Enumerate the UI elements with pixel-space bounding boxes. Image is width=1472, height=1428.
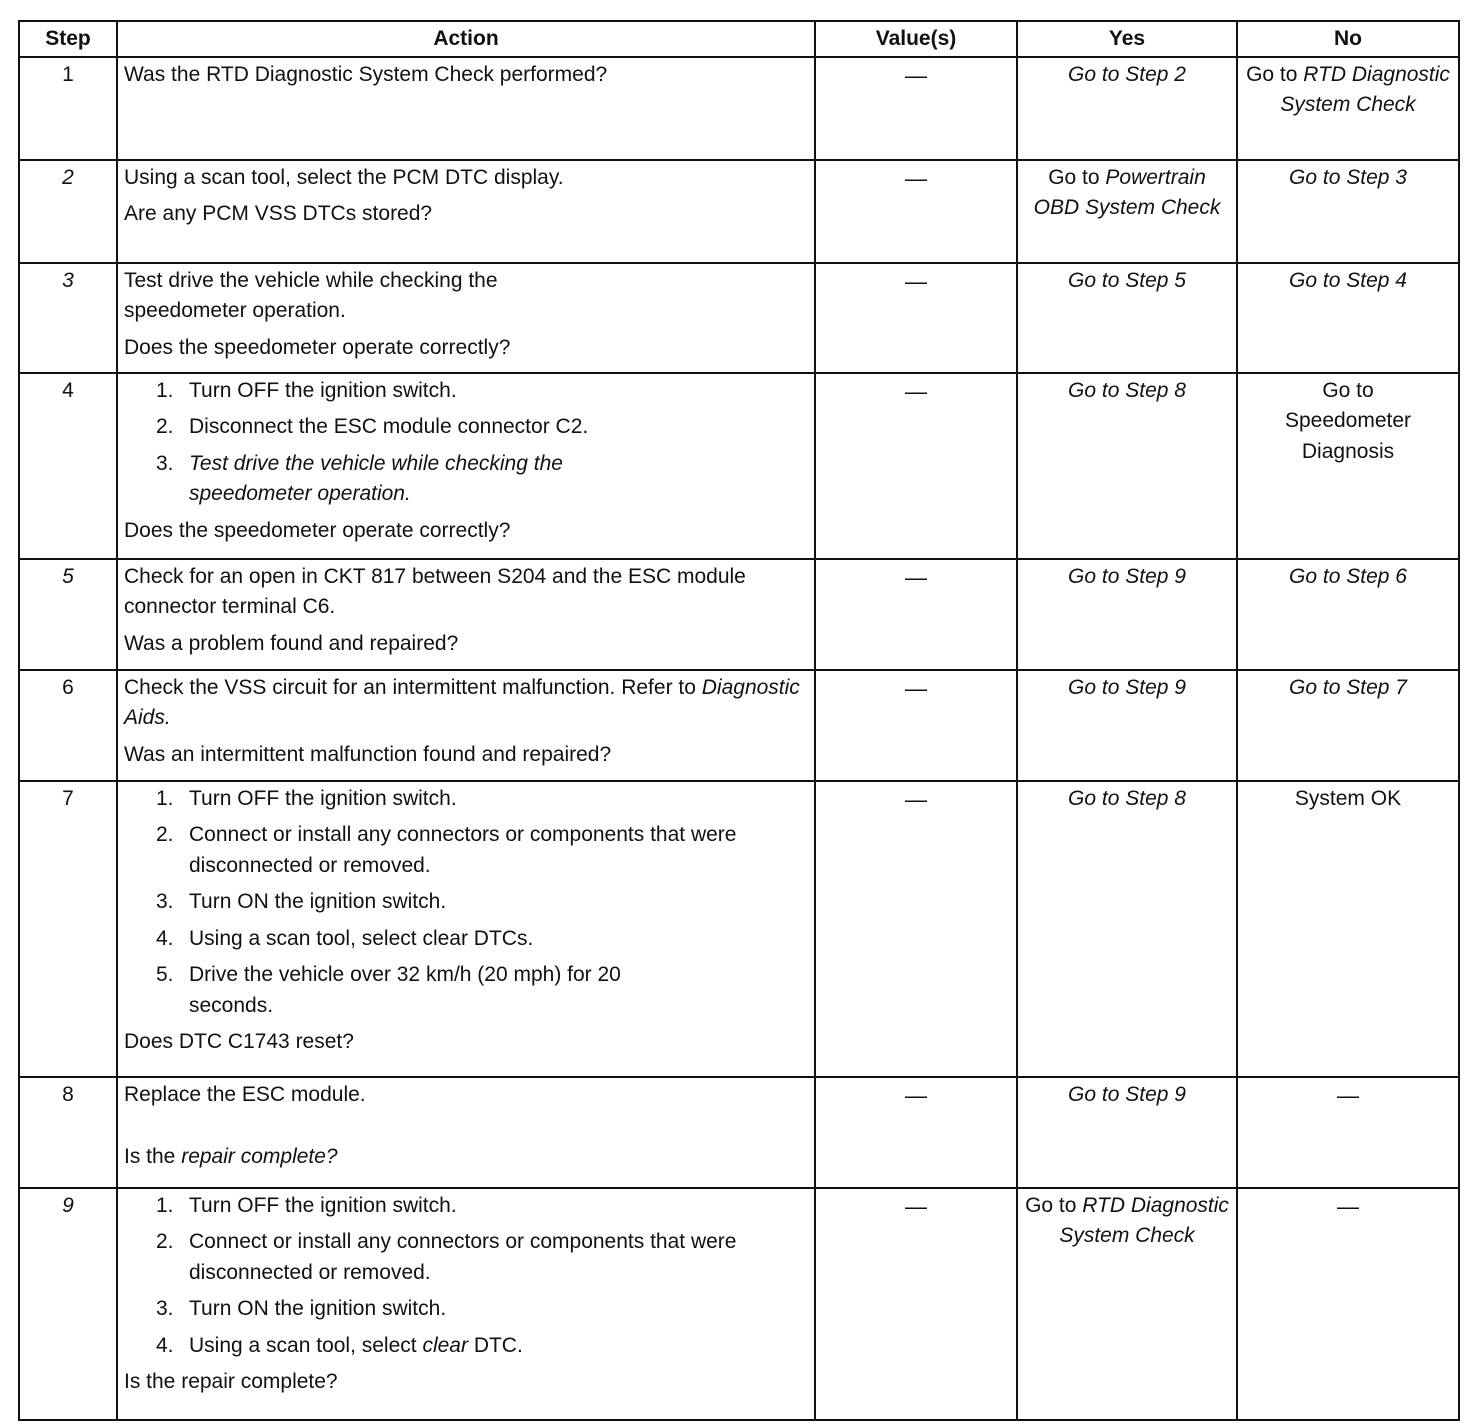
no-link[interactable]: Go to Step 4 [1289, 269, 1407, 292]
action-text: Using a scan tool, select the PCM DTC display. [124, 166, 564, 189]
header-row [19, 21, 1459, 57]
list-item: 3. Turn ON the ignition switch. [156, 890, 447, 914]
no-cell [1237, 373, 1459, 559]
table-row [19, 781, 1459, 1077]
no-cell [1237, 670, 1459, 781]
value-cell: — [815, 781, 1017, 1077]
action-cell [117, 1188, 815, 1420]
yes-link[interactable]: Go to Step 9 [1068, 565, 1186, 588]
value-cell: — [815, 57, 1017, 160]
value-cell: — [815, 263, 1017, 373]
no-cell [1237, 559, 1459, 670]
yes-cell: Go to Powertrain OBD System Check [1017, 160, 1237, 263]
action-question: Are any PCM VSS DTCs stored? [124, 202, 433, 226]
list-item: 1. Turn OFF the ignition switch. [156, 379, 457, 402]
action-question: Is the repair complete? [124, 1145, 338, 1169]
header-step: Step [19, 21, 117, 57]
step-number: 4 [19, 373, 117, 559]
action-cell [117, 373, 815, 559]
no-cell: — [1237, 1188, 1459, 1420]
table-row [19, 559, 1459, 670]
step-number: 6 [19, 670, 117, 781]
value-cell: — [815, 373, 1017, 559]
action-question: Was a problem found and repaired? [124, 631, 459, 655]
step-number: 3 [19, 263, 117, 373]
value-cell: — [815, 559, 1017, 670]
no-result: System OK [1294, 787, 1402, 810]
diagnostic-aids-link[interactable]: Diagnostic Aids. [124, 676, 800, 730]
yes-cell [1017, 670, 1237, 781]
value-cell: — [815, 1188, 1017, 1420]
action-steps [124, 1191, 808, 1361]
header-yes: Yes [1017, 21, 1237, 57]
no-link[interactable]: Go to Step 7 [1289, 676, 1407, 699]
no-cell [1237, 781, 1459, 1077]
action-cell [117, 263, 815, 373]
header-no: No [1237, 21, 1459, 57]
yes-cell [1017, 373, 1237, 559]
yes-link[interactable]: Go to Step 5 [1068, 269, 1186, 292]
list-item: 2. Disconnect the ESC module connector C2. [156, 415, 589, 439]
step-number: 7 [19, 781, 117, 1077]
yes-cell [1017, 559, 1237, 670]
action-question: Does DTC C1743 reset? [124, 1030, 354, 1054]
yes-cell: Go to RTD Diagnostic System Check [1017, 1188, 1237, 1420]
list-item: 1. Turn OFF the ignition switch. [156, 1194, 457, 1217]
action-question: Was an intermittent malfunction found and repaired? [124, 742, 612, 766]
no-link[interactable]: Go to Step 3 [1289, 166, 1407, 189]
step-number: 2 [19, 160, 117, 263]
yes-link[interactable]: Go to Step 2 [1068, 63, 1186, 86]
value-cell: — [815, 1077, 1017, 1188]
list-item: 2. Connect or install any connectors or components that were disconnected or removed. [156, 823, 737, 877]
action-text: Replace the ESC module. [124, 1083, 366, 1106]
list-item: 3. Turn ON the ignition switch. [156, 1297, 447, 1321]
action-text: Check for an open in CKT 817 between S204 and the ESC module connector terminal C6. [124, 565, 746, 619]
action-cell [117, 160, 815, 263]
value-cell: — [815, 160, 1017, 263]
no-cell: Go to RTD Diagnostic System Check [1237, 57, 1459, 160]
no-link[interactable]: RTD Diagnostic System Check [1280, 63, 1450, 117]
table-row [19, 670, 1459, 781]
yes-link[interactable]: RTD Diagnostic System Check [1059, 1194, 1229, 1248]
header-action: Action [117, 21, 815, 57]
step-number: 8 [19, 1077, 117, 1188]
action-cell [117, 559, 815, 670]
action-text: Check the VSS circuit for an intermittent malfunction. Refer to Diagnostic Aids. [124, 676, 800, 730]
action-steps [124, 376, 808, 510]
yes-link[interactable]: Powertrain OBD System Check [1033, 166, 1221, 220]
table-row [19, 1188, 1459, 1420]
action-text: Test drive the vehicle while checking the speedometer operation. [124, 269, 498, 323]
step-number: 5 [19, 559, 117, 670]
yes-cell [1017, 57, 1237, 160]
action-cell [117, 781, 815, 1077]
list-item: 4. Using a scan tool, select clear DTCs. [156, 926, 534, 950]
yes-link[interactable]: Go to Step 9 [1068, 676, 1186, 699]
table-row [19, 160, 1459, 263]
no-link[interactable]: Go to Speedometer Diagnosis [1284, 379, 1412, 463]
action-cell [117, 1077, 815, 1188]
yes-link[interactable]: Go to Step 8 [1068, 787, 1186, 810]
list-item: 1. Turn OFF the ignition switch. [156, 787, 457, 810]
header-values: Value(s) [815, 21, 1017, 57]
step-number: 9 [19, 1188, 117, 1420]
action-steps [124, 784, 808, 1021]
action-cell [117, 670, 815, 781]
table-row [19, 373, 1459, 559]
list-item: 4. Using a scan tool, select clear DTC. [156, 1333, 523, 1357]
list-item: 2. Connect or install any connectors or components that were disconnected or removed. [156, 1230, 737, 1284]
yes-cell [1017, 781, 1237, 1077]
action-text: Was the RTD Diagnostic System Check performed? [124, 63, 608, 86]
action-question: Does the speedometer operate correctly? [124, 518, 511, 542]
no-cell [1237, 263, 1459, 373]
list-item: 5. Drive the vehicle over 32 km/h (20 mph) for 20 seconds. [156, 963, 621, 1017]
value-cell: — [815, 670, 1017, 781]
action-question: Does the speedometer operate correctly? [124, 335, 511, 359]
no-cell: — [1237, 1077, 1459, 1188]
yes-link[interactable]: Go to Step 8 [1068, 379, 1186, 402]
list-item: 3. Test drive the vehicle while checking the speedometer operation. [156, 451, 563, 506]
diagnostic-table [18, 20, 1460, 1421]
yes-cell [1017, 263, 1237, 373]
table-row [19, 263, 1459, 373]
action-question: Is the repair complete? [124, 1370, 338, 1394]
table-row [19, 1077, 1459, 1188]
yes-link[interactable]: Go to Step 9 [1068, 1083, 1186, 1106]
no-cell [1237, 160, 1459, 263]
step-number: 1 [19, 57, 117, 160]
no-link[interactable]: Go to Step 6 [1289, 565, 1407, 588]
table-row [19, 57, 1459, 160]
action-cell [117, 57, 815, 160]
yes-cell [1017, 1077, 1237, 1188]
